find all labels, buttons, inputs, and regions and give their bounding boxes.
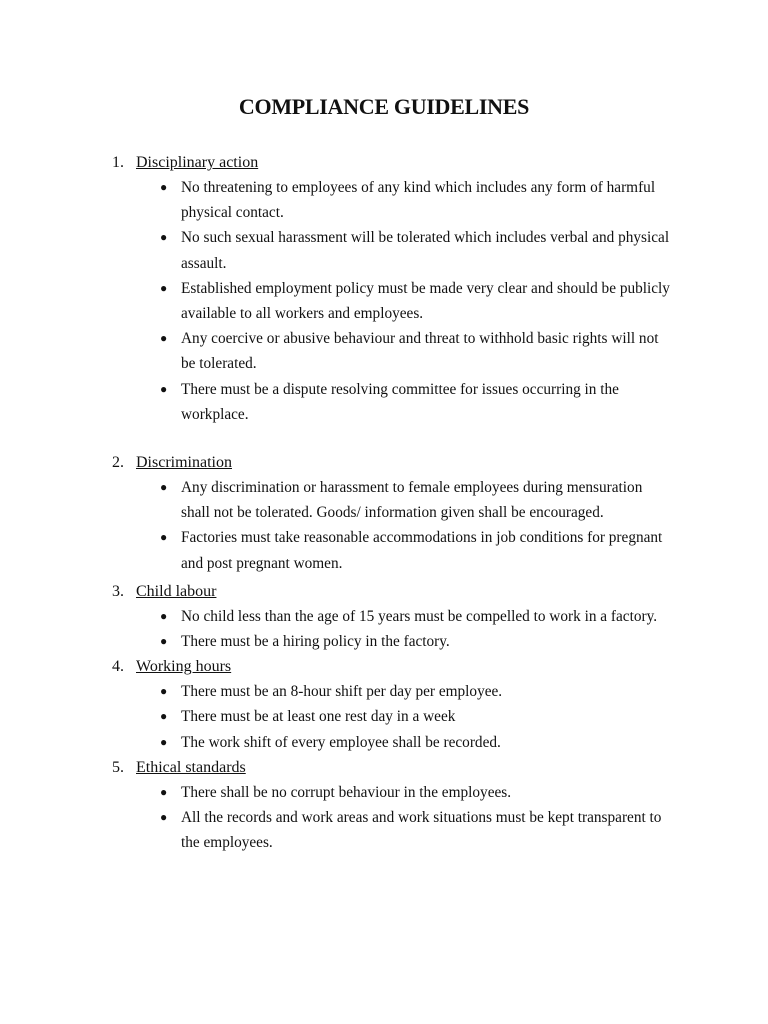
section-child-labour [0, 579, 768, 654]
bullet-dot-icon: ● [160, 684, 168, 699]
bullet-item [0, 704, 673, 729]
bullet-list [0, 604, 768, 654]
bullet-text: There must be a dispute resolving committee for issues occurring in the workplace. [181, 380, 619, 423]
bullet-dot-icon: ● [160, 230, 168, 245]
bullet-text: Established employment policy must be made very clear and should be publicly available to all workers and employees. [181, 279, 670, 323]
bullet-item [0, 679, 673, 704]
bullet-item [0, 326, 673, 376]
bullet-item [0, 276, 673, 326]
bullet-item [0, 377, 673, 427]
bullet-item [0, 805, 673, 855]
bullet-dot-icon: ● [160, 810, 168, 825]
bullet-text: The work shift of every employee shall be recorded. [181, 733, 501, 751]
document-title: COMPLIANCE GUIDELINES [238, 94, 530, 119]
bullet-text: No such sexual harassment will be tolerated which includes verbal and physical assault. [181, 229, 670, 272]
bullet-dot-icon: ● [160, 180, 168, 194]
bullet-dot-icon: ● [160, 709, 168, 724]
bullet-list [0, 780, 768, 856]
section-title: Child labour [136, 582, 217, 600]
bullet-item [0, 604, 673, 629]
bullet-text: Any discrimination or harassment to female employees during mensuration shall not be tolerated. Goods/ information given shall be encouraged. [181, 479, 643, 522]
guidelines-list [0, 150, 768, 855]
bullet-item [0, 225, 673, 275]
bullet-text: There must be an 8-hour shift per day per employee. [181, 683, 503, 701]
bullet-text: There must be at least one rest day in a week [181, 708, 456, 726]
bullet-dot-icon: ● [160, 381, 168, 396]
bullet-item [0, 175, 673, 225]
bullet-text: No child less than the age of 15 years must be compelled to work in a factory. [181, 607, 658, 625]
section-discrimination [0, 450, 768, 576]
bullet-text: Any coercive or abusive behaviour and threat to withhold basic rights will not be tolerated. [181, 330, 659, 373]
bullet-dot-icon: ● [160, 280, 168, 295]
bullet-list [0, 679, 768, 755]
section-heading [0, 755, 768, 780]
section-title: Disciplinary action [136, 154, 259, 171]
bullet-list [0, 175, 768, 427]
section-heading [0, 450, 768, 475]
bullet-text: No threatening to employees of any kind which includes any form of harmful physical contact. [181, 179, 656, 222]
bullet-item [0, 629, 673, 654]
section-heading [0, 579, 768, 604]
bullet-text: All the records and work areas and work situations must be kept transparent to the employees. [181, 809, 662, 852]
section-title: Discrimination [136, 454, 232, 472]
bullet-text: There shall be no corrupt behaviour in the employees. [181, 783, 512, 801]
bullet-dot-icon: ● [160, 530, 168, 545]
bullet-text: There must be a hiring policy in the factory. [181, 633, 450, 651]
section-title: Ethical standards [136, 758, 246, 776]
bullet-item [0, 475, 673, 525]
bullet-item [0, 525, 673, 575]
bullet-item [0, 780, 673, 805]
bullet-dot-icon: ● [160, 480, 168, 495]
bullet-text: Factories must take reasonable accommodations in job conditions for pregnant and post pregnant women. [181, 529, 663, 572]
section-heading [0, 150, 768, 175]
section-number: 3. [112, 582, 124, 600]
bullet-dot-icon: ● [160, 331, 168, 346]
section-number: 1. [112, 154, 124, 171]
bullet-dot-icon: ● [160, 734, 168, 749]
bullet-list [0, 475, 768, 576]
bullet-item [0, 730, 673, 755]
bullet-dot-icon: ● [160, 784, 168, 799]
section-working-hours [0, 654, 768, 755]
bullet-dot-icon: ● [160, 608, 168, 623]
section-heading [0, 654, 768, 679]
section-title: Working hours [136, 658, 232, 676]
section-number: 5. [112, 758, 124, 776]
section-disciplinary-action [0, 150, 768, 427]
section-number: 4. [112, 658, 124, 676]
bullet-dot-icon: ● [160, 634, 168, 649]
section-ethical-standards [0, 755, 768, 856]
section-number: 2. [112, 454, 124, 472]
